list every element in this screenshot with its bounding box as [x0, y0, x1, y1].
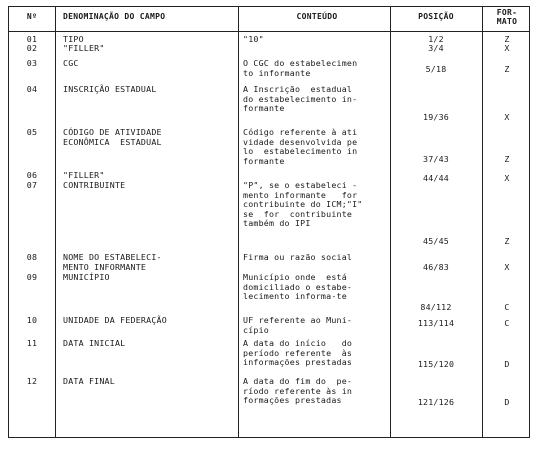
column-divider: [55, 7, 56, 437]
field-content: A Inscrição estadual do estabelecimento in- formante: [243, 84, 358, 114]
field-position: 37/43: [423, 154, 449, 164]
field-format: C: [504, 302, 510, 312]
field-format: Z: [504, 154, 510, 164]
field-content: Município onde está domiciliado o estabe- lecimento informa-te: [243, 272, 353, 302]
column-divider: [482, 7, 483, 437]
field-name: DATA INICIAL: [63, 338, 126, 348]
field-name: MUNICÍPIO: [63, 272, 110, 282]
field-position: 121/126: [417, 397, 455, 407]
field-format: Z: [504, 236, 510, 246]
row-number: 09: [26, 272, 38, 282]
field-format: X: [504, 173, 510, 183]
field-content: Código referente à ati vidade desenvolvida pe lo estabelecimento in formante: [243, 127, 358, 166]
field-name: TIPO: [63, 34, 84, 44]
table-header: [9, 7, 529, 32]
field-content: Firma ou razão social: [243, 252, 353, 262]
field-content: "P", se o estabeleci - mento informante for contribuinte do ICM;"I" se for contribuinte também do IPI: [243, 180, 363, 229]
field-position: 45/45: [423, 236, 449, 246]
field-layout-table: [8, 6, 530, 438]
field-content: A data do início do período referente às informações prestadas: [243, 338, 353, 368]
field-name: "FILLER": [63, 170, 105, 180]
field-format: C: [504, 318, 510, 328]
row-number: 10: [26, 315, 38, 325]
field-position: 115/120: [417, 359, 455, 369]
field-name: CÓDIGO DE ATIVIDADE ECONÔMICA ESTADUAL: [63, 127, 162, 147]
field-name: UNIDADE DA FEDERAÇÃO: [63, 315, 167, 325]
field-name: DATA FINAL: [63, 376, 115, 386]
field-format: X: [504, 43, 510, 53]
field-position: 3/4: [428, 43, 444, 53]
field-format: Z: [504, 64, 510, 74]
field-position: 5/18: [425, 64, 447, 74]
row-number: 04: [26, 84, 38, 94]
row-number: 12: [26, 376, 38, 386]
row-number: 11: [26, 338, 38, 348]
header-position: POSIÇÃO: [418, 12, 454, 21]
field-content: UF referente ao Muni- cípio: [243, 315, 353, 335]
header-name: DENOMINAÇÃO DO CAMPO: [63, 12, 166, 21]
field-name: NOME DO ESTABELECI- MENTO INFORMANTE: [63, 252, 162, 272]
row-number: 03: [26, 58, 38, 68]
field-content: O CGC do estabelecimen to informante: [243, 58, 358, 78]
field-position: 84/112: [420, 302, 452, 312]
row-number: 07: [26, 180, 38, 190]
field-format: X: [504, 262, 510, 272]
header-content: CONTEÚDO: [296, 12, 338, 21]
row-number: 01: [26, 34, 38, 44]
field-format: Z: [504, 34, 510, 44]
field-position: 46/83: [423, 262, 449, 272]
header-format: FOR- MATO: [496, 8, 518, 26]
column-divider: [238, 7, 239, 437]
field-name: INSCRIÇÃO ESTADUAL: [63, 84, 157, 94]
field-position: 1/2: [428, 34, 444, 44]
field-name: "FILLER": [63, 43, 105, 53]
field-name: CONTRIBUINTE: [63, 180, 126, 190]
field-name: CGC: [63, 58, 79, 68]
field-format: X: [504, 112, 510, 122]
header-num: Nº: [26, 12, 38, 21]
field-position: 113/114: [417, 318, 455, 328]
field-content: "10": [243, 34, 264, 44]
row-number: 06: [26, 170, 38, 180]
row-number: 05: [26, 127, 38, 137]
row-number: 02: [26, 43, 38, 53]
field-position: 19/36: [423, 112, 449, 122]
field-format: D: [504, 359, 510, 369]
row-number: 08: [26, 252, 38, 262]
field-content: A data do fim do pe- ríodo referente às in formações prestadas: [243, 376, 353, 406]
field-position: 44/44: [423, 173, 449, 183]
field-format: D: [504, 397, 510, 407]
